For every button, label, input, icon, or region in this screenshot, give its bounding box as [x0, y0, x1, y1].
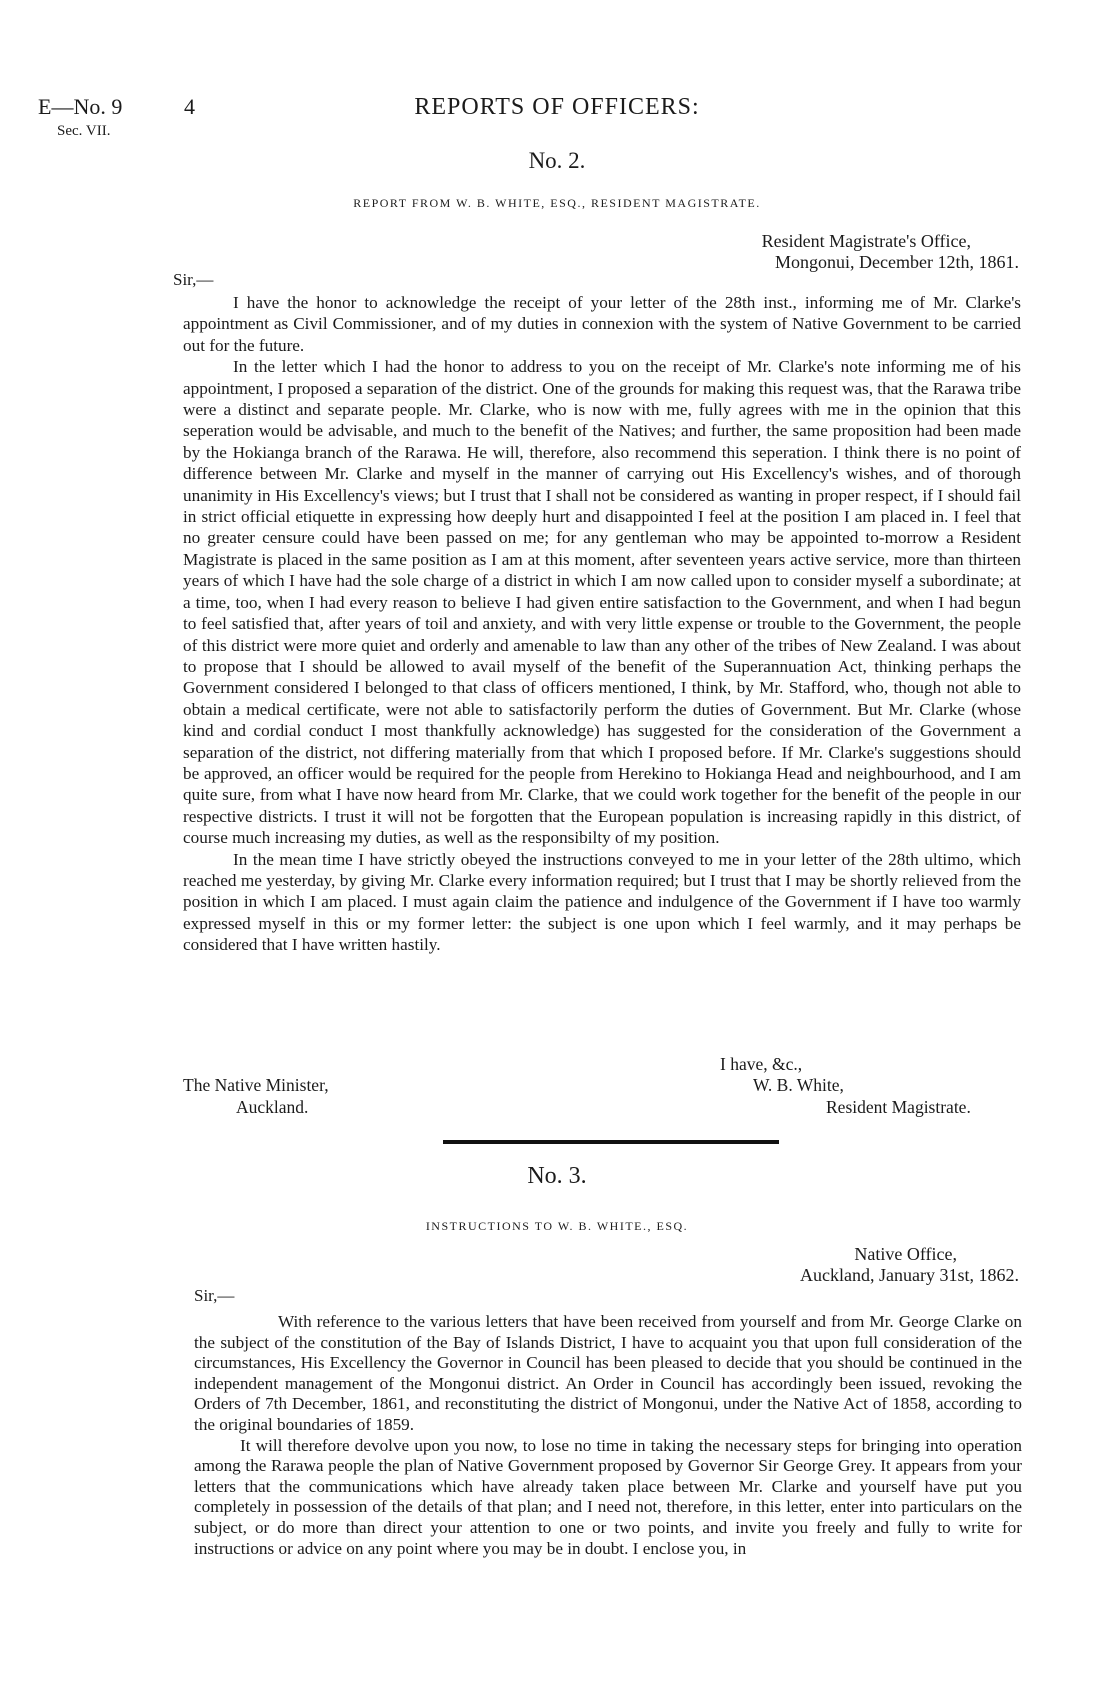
report-3-subheading: INSTRUCTIONS TO W. B. WHITE., ESQ. — [425, 1219, 689, 1233]
session-number: E—No. 9 — [38, 94, 123, 119]
report-2-salutation: Sir,— — [173, 270, 214, 289]
report-2-closing: I have, &c., — [720, 1054, 803, 1074]
report-2-body — [183, 292, 1021, 956]
section-number: Sec. VII. — [57, 123, 111, 139]
report-2-signature-title: Resident Magistrate. — [826, 1097, 971, 1117]
page-number: 4 — [184, 94, 195, 119]
report-2-paragraph: I have the honor to acknowledge the receipt of your letter of the 28th inst., informing me of Mr. Clarke's appointment as Civil Commissioner, and of my duties in connexion with the system of Native Government to be carried out for the future. — [183, 293, 1021, 355]
report-2-addressee: The Native Minister, — [183, 1075, 329, 1095]
report-2-subheading: REPORT FROM W. B. WHITE, ESQ., RESIDENT MAGISTRATE. — [353, 196, 761, 210]
report-3-salutation: Sir,— — [194, 1286, 235, 1305]
report-3-paragraph: It will therefore devolve upon you now, to lose no time in taking the necessary steps for bringing into operation among the Rarawa people the plan of Native Government proposed by Governor Sir George Grey. It appears from your letters that the communications which have already taken place between Mr. Clarke and yourself have put you completely in possession of the details of that plan; and I need not, therefore, in this letter, enter into particulars on the subject, or do more than direct your attention to one or two points, and invite you freely and fully to write for instructions or advice on any point where you may be in doubt. I enclose you, in — [194, 1435, 1022, 1558]
report-3-body — [194, 1312, 1022, 1559]
report-3-paragraph: With reference to the various letters that have been received from yourself and from Mr. George Clarke on the subject of the constitution of the Bay of Islands District, I have to acquaint you that upon full consideration of the circumstances, His Excellency the Governor in Council has been pleased to decide that you should be continued in the independent management of the Mongonui district. An Order in Council has accordingly been issued, revoking the Orders of 7th December, 1861, and reconstituting the district of Mongonui, under the Native Act of 1858, according to the original boundaries of 1859. — [194, 1312, 1022, 1434]
report-2-number: No. 2. — [528, 148, 586, 173]
section-divider — [443, 1140, 779, 1144]
report-2-addressee-city: Auckland. — [236, 1097, 309, 1117]
report-2-paragraph: In the letter which I had the honor to address to you on the receipt of Mr. Clarke's note informing me of his appointment, I proposed a separation of the district. One of the grounds for making this request was, that the Rarawa tribe were a distinct and separate people. Mr. Clarke, who is now with me, fully agrees with me in the opinion that this seperation would be advisable, and much to the benefit of the Natives; and further, the same proposition had been made by the Hokianga branch of the Rarawa. He will, therefore, also recommend this seperation. I think there is no point of difference between Mr. Clarke and myself in the manner of carrying out His Excellency's wishes, and of thorough unanimity in His Excellency's views; but I trust that I shall not be considered as wanting in proper respect, if I should fail in strict official etiquette in expressing how deeply hurt and disappointed I feel at the position I am placed in. I feel that no greater censure could have been passed on me; for any gentleman who may be appointed to-morrow a Resident Magistrate is placed in the same position as I am at this moment, after seventeen years active service, more than thirteen years of which I have had the sole charge of a district in which I am now called upon to consider myself a subordinate; at a time, too, when I had every reason to believe I had given entire satisfaction to the Government, and when I had begun to feel satisfied that, after years of toil and anxiety, and with very little expense or trouble to the Government, the people of this district were more quiet and orderly and amenable to law than any other of the tribes of New Zealand. I was about to propose that I should be allowed to avail myself of the benefit of the Superannuation Act, thinking perhaps the Government considered I belonged to that class of officers mentioned, I think, by Mr. Stafford, who, though not able to obtain a medical certificate, were not able to satisfactorily perform the duties of Government. But Mr. Clarke (whose kind and cordial conduct I most thankfully acknowledge) has suggested for the consideration of the Government a separation of the district, not differing materially from that which I proposed before. If Mr. Clarke's suggestions should be approved, an officer would be required for the people from Herekino to Hokianga Head and neighbourhood, and I am quite sure, from what I have now heard from Mr. Clarke, that we could work together for the benefit of the people in our respective districts. I trust it will not be forgotten that the European population is increasing rapidly in this district, of course much increasing my duties, as well as the responsibilty of my position. — [183, 357, 1021, 848]
report-2-address — [762, 231, 1019, 273]
report-2-paragraph: In the mean time I have strictly obeyed the instructions conveyed to me in your letter of the 28th ultimo, which reached me yesterday, by giving Mr. Clarke every information required; but I trust that I may be shortly relieved from the position in which I am placed. I must again claim the patience and indulgence of the Government if I have too warmly expressed myself in this or my former letter: the subject is one upon which I feel warmly, and it may perhaps be considered that I have written hastily. — [183, 849, 1021, 955]
report-3-address-line2: Auckland, January 31st, 1862. — [800, 1265, 1019, 1285]
report-2-address-line2: Mongonui, December 12th, 1861. — [775, 252, 1019, 272]
report-2-address-line1: Resident Magistrate's Office, — [761, 231, 971, 251]
report-3-address-line1: Native Office, — [854, 1244, 957, 1264]
page-title: REPORTS OF OFFICERS: — [414, 94, 700, 120]
report-3-number: No. 3. — [527, 1163, 587, 1189]
report-3-address — [800, 1244, 1019, 1286]
report-2-signature: W. B. White, — [753, 1075, 844, 1095]
